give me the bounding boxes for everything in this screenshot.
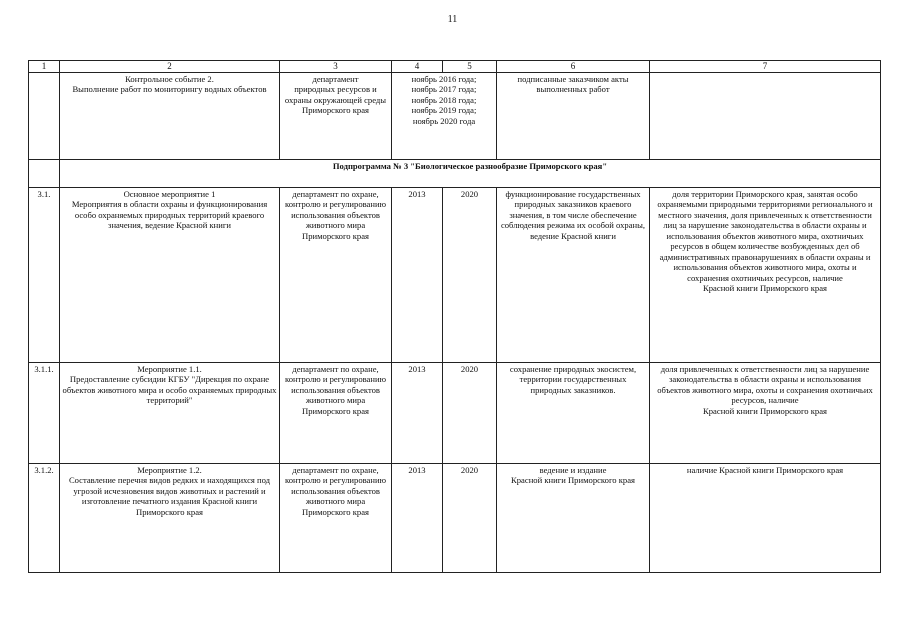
executor-cell: департамент по охране, контролю и регулированию использования объектов животного мира Приморского края <box>280 463 392 572</box>
executor-cell: департамент по охране, контролю и регулированию использования объектов животного мира Приморского края <box>280 187 392 362</box>
start-year-cell: 2013 <box>392 463 443 572</box>
column-header-7: 7 <box>650 61 881 73</box>
end-year-cell: 2020 <box>443 463 497 572</box>
start-year-cell: 2013 <box>392 362 443 463</box>
result-cell: сохранение природных экосистем, территории государственных природных заказников. <box>497 362 650 463</box>
executor-cell: департамент по охране, контролю и регулированию использования объектов животного мира Приморского края <box>280 362 392 463</box>
page-number: 11 <box>447 14 458 25</box>
indicator-cell: доля привлеченных к ответственности лиц за нарушение законодательства в области охраны и использования объектов животного мира, охоты и сохранения охотничьих ресурсов, наличие Красной книги Приморского края <box>650 362 881 463</box>
indicator-cell: наличие Красной книги Приморского края <box>650 463 881 572</box>
table-row <box>29 362 881 463</box>
end-year-cell: 2020 <box>443 187 497 362</box>
control-event-row <box>29 72 881 159</box>
column-header-5: 5 <box>443 61 497 73</box>
measure-cell: Основное мероприятие 1 Мероприятия в области охраны и функционирования особо охраняемых природных территорий краевого значения, ведение Красной книги <box>60 187 280 362</box>
row-number: 3.1.1. <box>29 362 60 463</box>
measure-cell: Мероприятие 1.2. Составление перечня видов редких и находящихся под угрозой исчезновения видов животных и растений и изготовление печатного издания Красной книги Приморского края <box>60 463 280 572</box>
result-cell: подписанные заказчиком акты выполненных работ <box>497 72 650 159</box>
start-year-cell: 2013 <box>392 187 443 362</box>
column-header-3: 3 <box>280 61 392 73</box>
program-table <box>28 60 881 573</box>
result-cell: ведение и издание Красной книги Приморского края <box>497 463 650 572</box>
column-header-6: 6 <box>497 61 650 73</box>
column-header-1: 1 <box>29 61 60 73</box>
indicator-cell: доля территории Приморского края, занятая особо охраняемыми природными территориями регионального и местного значения, доля привлеченных к ответственности лиц за нарушение законодательства в области охраны и использования объектов животного мира, охотничьих ресурсов в общем количестве возбужденных дел об административных правонарушениях в области охраны и использования объектов животного мира, охоты и сохранения охотничьих ресурсов, наличие Красной книги Приморского края <box>650 187 881 362</box>
subprogram-number-cell <box>29 159 60 187</box>
subprogram-row <box>29 159 881 187</box>
end-year-cell: 2020 <box>443 362 497 463</box>
row-number <box>29 72 60 159</box>
table-row <box>29 463 881 572</box>
measure-cell: Контрольное событие 2. Выполнение работ по мониторингу водных объектов <box>60 72 280 159</box>
dates-cell: ноябрь 2016 года; ноябрь 2017 года; ноябрь 2018 года; ноябрь 2019 года; ноябрь 2020 года <box>392 72 497 159</box>
header-row <box>29 61 881 73</box>
column-header-4: 4 <box>392 61 443 73</box>
row-number: 3.1.2. <box>29 463 60 572</box>
column-header-2: 2 <box>60 61 280 73</box>
table-row <box>29 187 881 362</box>
measure-cell: Мероприятие 1.1. Предоставление субсидии КГБУ "Дирекция по охране объектов животного мира и особо охраняемых природных территорий" <box>60 362 280 463</box>
row-number: 3.1. <box>29 187 60 362</box>
subprogram-title: Подпрограмма № 3 "Биологическое разнообразие Приморского края" <box>60 159 881 187</box>
result-cell: функционирование государственных природных заказников краевого значения, в том числе обеспечение соблюдения режима их особой охраны, ведение Красной книги <box>497 187 650 362</box>
executor-cell: департамент природных ресурсов и охраны окружающей среды Приморского края <box>280 72 392 159</box>
indicator-cell <box>650 72 881 159</box>
